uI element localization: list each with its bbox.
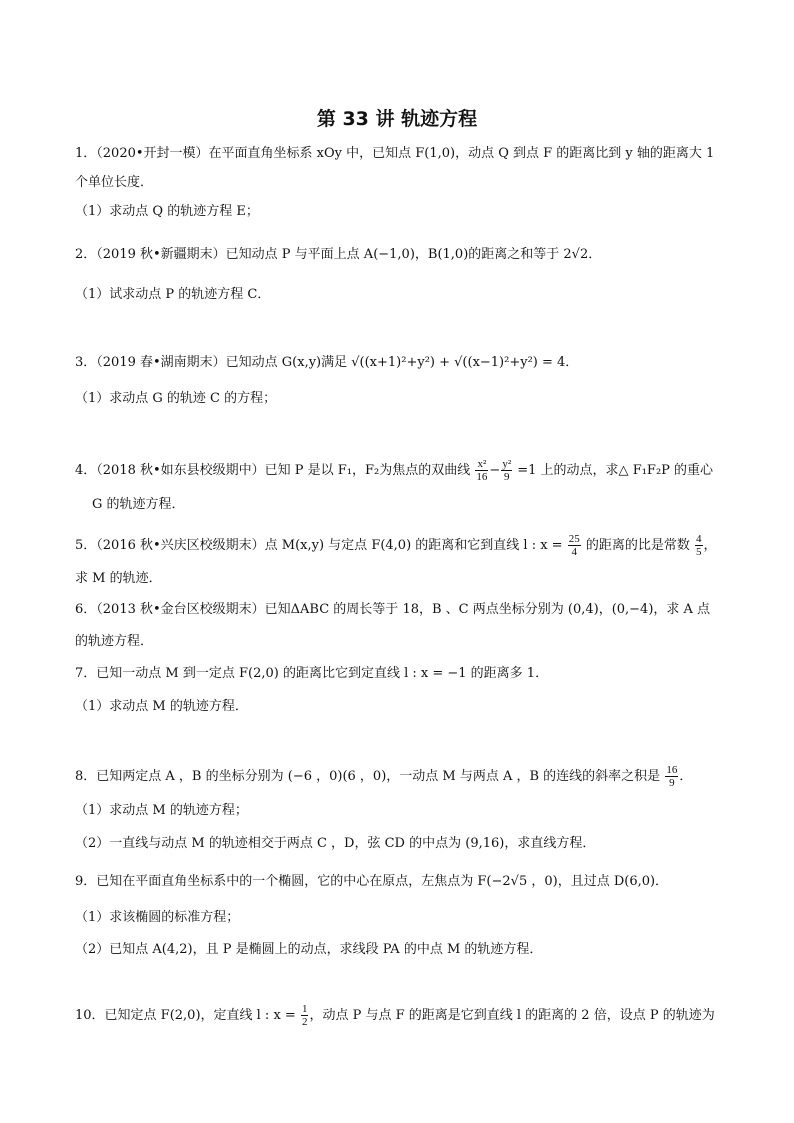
problem-8-text-b: ．	[679, 769, 693, 784]
problem-1-part-1: （1）求动点 Q 的轨迹方程 E；	[75, 204, 259, 219]
problem-5-fraction-line	[568, 533, 581, 558]
problem-3-line-1: 3．（2019 春•湖南期末）已知动点 G(x,y)满足 √((x+1)²+y²) + √((x−1)²+y²) = 4．	[75, 355, 579, 370]
fraction-numerator: 4	[696, 533, 702, 545]
problem-10-fraction	[301, 1003, 309, 1028]
problem-5-text-a: 5．（2016 秋•兴庆区校级期末）点 M(x,y) 与定点 F(4,0) 的距离和它到直线 l : x =	[75, 538, 563, 553]
fraction-numerator: x²	[475, 458, 488, 471]
problem-8-part-2: （2）一直线与动点 M 的轨迹相交于两点 C ，D，弦 CD 的中点为 (9,16)，求直线方程．	[75, 836, 596, 851]
problem-4-text-b: =1 上的动点，求△ F₁F₂P 的重心	[517, 463, 714, 478]
fraction-denominator: 16	[476, 471, 488, 483]
problem-2-part-1: （1）试求动点 P 的轨迹方程 C．	[75, 287, 271, 302]
problem-3-part-1: （1）求动点 G 的轨迹 C 的方程；	[75, 391, 277, 406]
problem-1-line-1: 1．（2020•开封一模）在平面直角坐标系 xOy 中，已知点 F(1,0)，动点 Q 到点 F 的距离比到 y 轴的距离大 1	[75, 146, 715, 161]
problem-4-fraction-x	[475, 458, 488, 483]
fraction-denominator: 5	[696, 546, 702, 558]
fraction-numerator: y²	[502, 458, 512, 470]
problem-2-line-1: 2．（2019 秋•新疆期末）已知动点 P 与平面上点 A(−1,0)，B(1,0)的距离之和等于 2√2．	[75, 247, 602, 262]
problem-5-line-1	[75, 533, 717, 558]
problem-8-line-1	[75, 764, 692, 789]
problem-6-line-2: 的轨迹方程．	[75, 634, 154, 649]
problem-1-line-2: 个单位长度．	[75, 175, 154, 190]
problem-9-part-2: （2）已知点 A(4,2)，且 P 是椭圆上的动点，求线段 PA 的中点 M 的轨迹方程．	[75, 942, 543, 957]
problem-7-part-1: （1）求动点 M 的轨迹方程．	[75, 699, 248, 714]
problem-4-fraction-y	[501, 458, 512, 483]
fraction-denominator: 9	[503, 471, 510, 483]
problem-10-line-1	[75, 1003, 715, 1028]
problem-5-text-c: ，	[703, 538, 717, 553]
problem-4-text-a: 4．（2018 秋•如东县校级期中）已知 P 是以 F₁，F₂为焦点的双曲线	[75, 463, 471, 478]
problem-5-text-b: 的距离的比是常数	[585, 538, 690, 553]
problem-4-line-1: 4．（2018 秋•如东县校级期中）已知 P 是以 F₁，F₂为焦点的双曲线 $\frac{\text{x²}}{16}$ − $\frac{\text{y²}}{9}$ =1 上的动点，求△ F₁F₂P 的重心	[75, 458, 714, 483]
problem-6-line-1: 6．（2013 秋•金台区校级期末）已知ΔABC 的周长等于 18，B 、C 两点坐标分别为 (0,4)，(0,−4)，求 A 点	[75, 602, 711, 617]
problem-5-line-2: 求 M 的轨迹．	[75, 571, 162, 586]
problem-10-text-b: ，动点 P 与点 F 的距离是它到直线 l 的距离的 2 倍，设点 P 的轨迹为	[309, 1008, 715, 1023]
fraction-denominator: 9	[669, 777, 675, 789]
fraction-denominator: 4	[571, 546, 577, 558]
problem-10-text-a: 10．已知定点 F(2,0)，定直线 l : x =	[75, 1008, 296, 1023]
fraction-numerator: 16	[666, 764, 678, 776]
fraction-denominator: 2	[301, 1016, 308, 1028]
fraction-numerator: 1	[301, 1003, 308, 1015]
problem-8-part-1: （1）求动点 M 的轨迹方程；	[75, 803, 248, 818]
problem-8-fraction-slope	[665, 764, 678, 789]
problem-4-line-2: G 的轨迹方程．	[92, 497, 185, 512]
problem-5-fraction-ratio	[695, 533, 703, 558]
page-title: 第 33 讲 轨迹方程	[316, 108, 478, 130]
problem-8-text-a: 8．已知两定点 A ，B 的坐标分别为 (−6 ，0)(6 ，0)，一动点 M 与两点 A ，B 的连线的斜率之积是	[75, 769, 661, 784]
fraction-numerator: 25	[568, 533, 580, 545]
problem-7-line-1: 7．已知一动点 M 到一定点 F(2,0) 的距离比它到定直线 l : x = −1 的距离多 1．	[75, 666, 549, 681]
problem-9-line-1: 9．已知在平面直角坐标系中的一个椭圆，它的中心在原点，左焦点为 F(−2√5 ，0)，且过点 D(6,0)．	[75, 874, 669, 889]
problem-9-part-1: （1）求该椭圆的标准方程；	[75, 910, 240, 925]
